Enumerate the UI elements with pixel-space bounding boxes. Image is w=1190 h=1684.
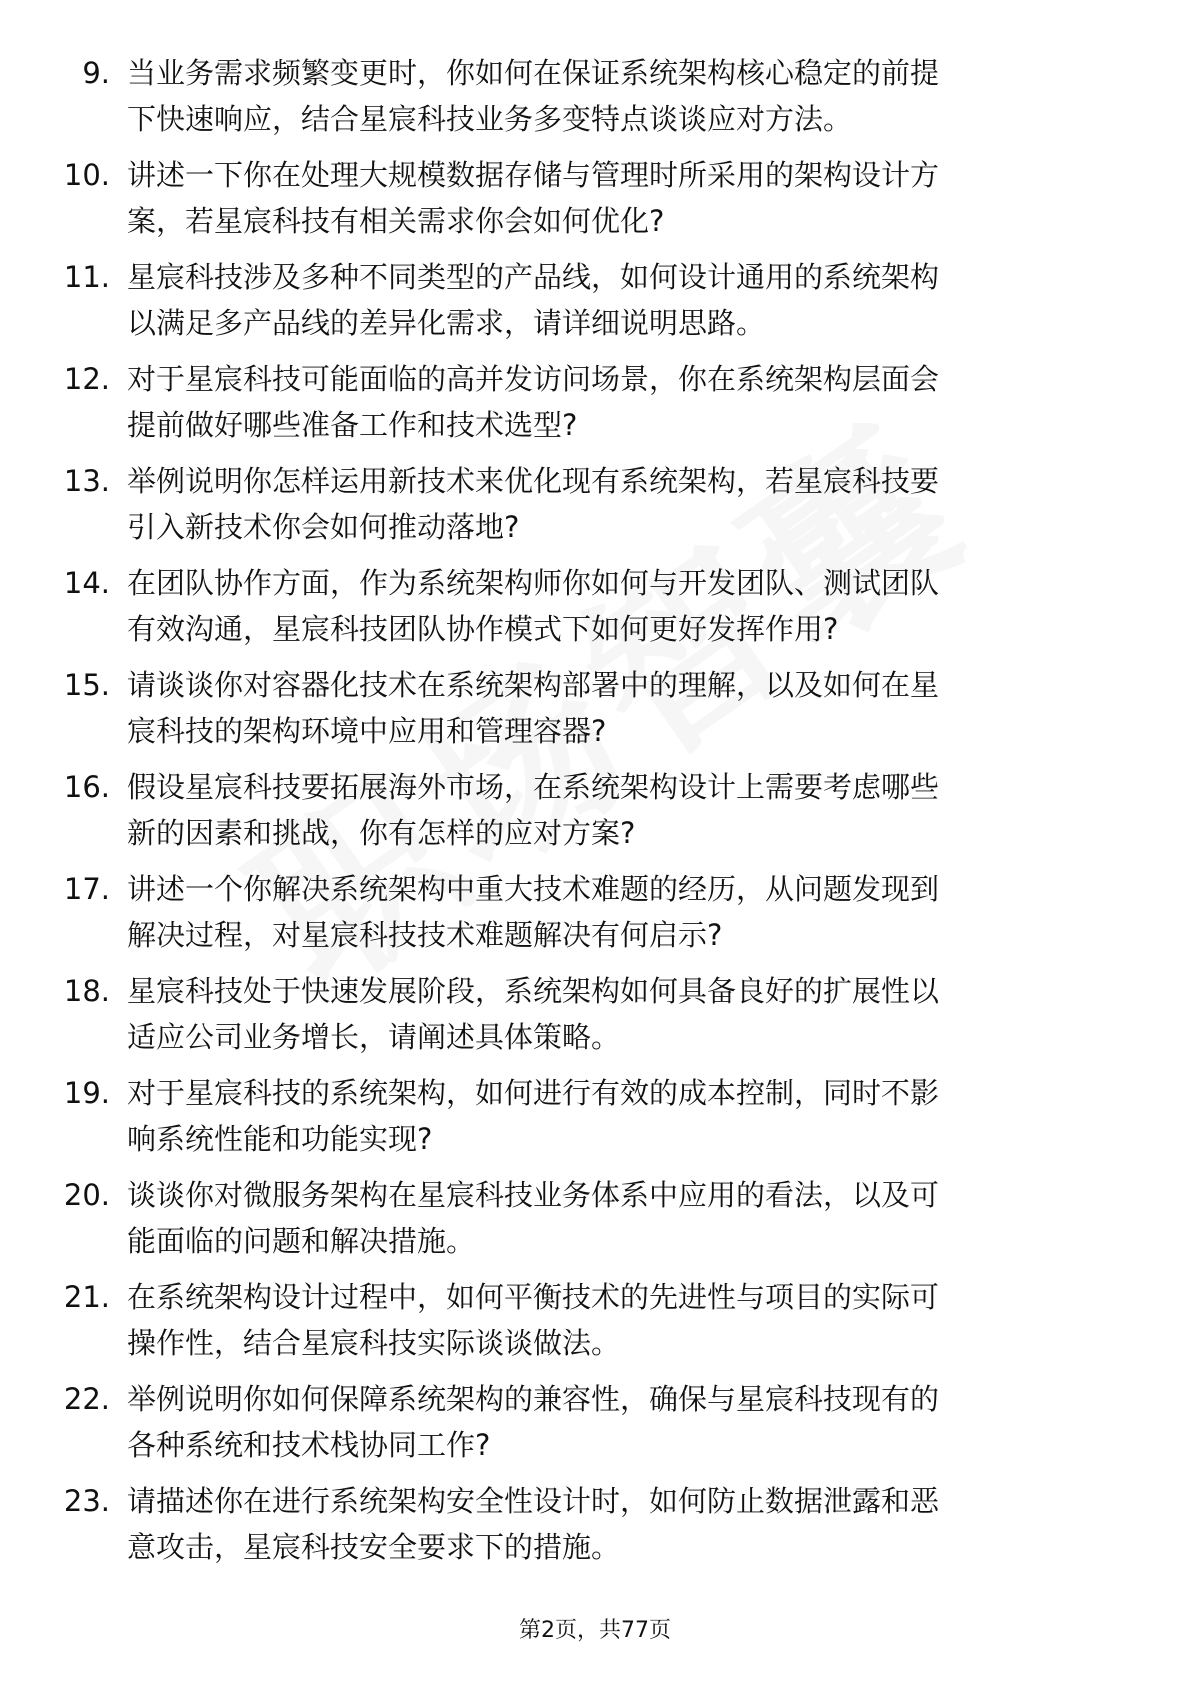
question-line: 请谈谈你对容器化技术在系统架构部署中的理解，以及如何在星 xyxy=(127,668,940,702)
question-number: 21. xyxy=(63,1280,110,1314)
question-line: 讲述一下你在处理大规模数据存储与管理时所采用的架构设计方 xyxy=(127,158,940,192)
list-item xyxy=(0,1172,1190,1274)
question-line: 操作性，结合星宸科技实际谈谈做法。 xyxy=(127,1326,621,1360)
question-number: 11. xyxy=(63,260,110,294)
list-item xyxy=(0,1070,1190,1172)
question-line: 在团队协作方面，作为系统架构师你如何与开发团队、测试团队 xyxy=(127,566,940,600)
question-text xyxy=(127,968,1127,1060)
question-line: 引入新技术你会如何推动落地? xyxy=(127,510,520,544)
question-number: 16. xyxy=(63,770,110,804)
question-text xyxy=(127,662,1127,754)
list-item xyxy=(0,968,1190,1070)
question-number: 12. xyxy=(63,362,110,396)
question-line: 对于星宸科技可能面临的高并发访问场景，你在系统架构层面会 xyxy=(127,362,940,396)
question-line: 举例说明你如何保障系统架构的兼容性，确保与星宸科技现有的 xyxy=(127,1382,940,1416)
question-line: 星宸科技处于快速发展阶段，系统架构如何具备良好的扩展性以 xyxy=(127,974,940,1008)
question-line: 能面临的问题和解决措施。 xyxy=(127,1224,476,1258)
question-line: 适应公司业务增长，请阐述具体策略。 xyxy=(127,1020,621,1054)
question-line: 在系统架构设计过程中，如何平衡技术的先进性与项目的实际可 xyxy=(127,1280,940,1314)
question-line: 当业务需求频繁变更时，你如何在保证系统架构核心稳定的前提 xyxy=(127,56,940,90)
question-text xyxy=(127,1376,1127,1468)
question-text xyxy=(127,866,1127,958)
question-text xyxy=(127,1172,1127,1264)
list-item xyxy=(0,662,1190,764)
question-line: 对于星宸科技的系统架构，如何进行有效的成本控制，同时不影 xyxy=(127,1076,940,1110)
question-text xyxy=(127,254,1127,346)
question-number: 14. xyxy=(63,566,110,600)
question-text xyxy=(127,560,1127,652)
question-number: 13. xyxy=(63,464,110,498)
question-line: 提前做好哪些准备工作和技术选型? xyxy=(127,408,578,442)
question-text xyxy=(127,356,1127,448)
list-item xyxy=(0,254,1190,356)
list-item xyxy=(0,1376,1190,1478)
list-item xyxy=(0,866,1190,968)
list-item xyxy=(0,356,1190,458)
question-line: 案，若星宸科技有相关需求你会如何优化? xyxy=(127,204,665,238)
question-line: 各种系统和技术栈协同工作? xyxy=(127,1428,491,1462)
question-line: 讲述一个你解决系统架构中重大技术难题的经历，从问题发现到 xyxy=(127,872,940,906)
question-text xyxy=(127,152,1127,244)
list-item xyxy=(0,458,1190,560)
question-number: 19. xyxy=(63,1076,110,1110)
list-item xyxy=(0,1478,1190,1580)
question-list xyxy=(0,50,1190,1580)
question-line: 有效沟通，星宸科技团队协作模式下如何更好发挥作用? xyxy=(127,612,839,646)
question-line: 谈谈你对微服务架构在星宸科技业务体系中应用的看法，以及可 xyxy=(127,1178,940,1212)
question-line: 请描述你在进行系统架构安全性设计时，如何防止数据泄露和恶 xyxy=(127,1484,940,1518)
question-number: 9. xyxy=(82,56,110,90)
question-text xyxy=(127,458,1127,550)
page-number-footer: 第2页，共77页 xyxy=(519,1618,671,1643)
question-line: 新的因素和挑战，你有怎样的应对方案? xyxy=(127,816,636,850)
question-line: 解决过程，对星宸科技技术难题解决有何启示? xyxy=(127,918,723,952)
question-line: 响系统性能和功能实现? xyxy=(127,1122,433,1156)
question-number: 23. xyxy=(63,1484,110,1518)
question-line: 以满足多产品线的差异化需求，请详细说明思路。 xyxy=(127,306,766,340)
list-item xyxy=(0,764,1190,866)
question-line: 意攻击，星宸科技安全要求下的措施。 xyxy=(127,1530,621,1564)
question-line: 星宸科技涉及多种不同类型的产品线，如何设计通用的系统架构 xyxy=(127,260,940,294)
list-item xyxy=(0,1274,1190,1376)
question-line: 假设星宸科技要拓展海外市场，在系统架构设计上需要考虑哪些 xyxy=(127,770,940,804)
question-text xyxy=(127,1274,1127,1366)
question-line: 举例说明你怎样运用新技术来优化现有系统架构，若星宸科技要 xyxy=(127,464,940,498)
question-text xyxy=(127,764,1127,856)
question-line: 宸科技的架构环境中应用和管理容器? xyxy=(127,714,607,748)
question-number: 15. xyxy=(63,668,110,702)
list-item xyxy=(0,152,1190,254)
question-number: 10. xyxy=(63,158,110,192)
question-number: 17. xyxy=(63,872,110,906)
question-line: 下快速响应，结合星宸科技业务多变特点谈谈应对方法。 xyxy=(127,102,853,136)
list-item xyxy=(0,50,1190,152)
question-number: 20. xyxy=(63,1178,110,1212)
question-text xyxy=(127,1070,1127,1162)
list-item xyxy=(0,560,1190,662)
question-number: 22. xyxy=(63,1382,110,1416)
question-text xyxy=(127,1478,1127,1570)
question-number: 18. xyxy=(63,974,110,1008)
question-text xyxy=(127,50,1127,142)
